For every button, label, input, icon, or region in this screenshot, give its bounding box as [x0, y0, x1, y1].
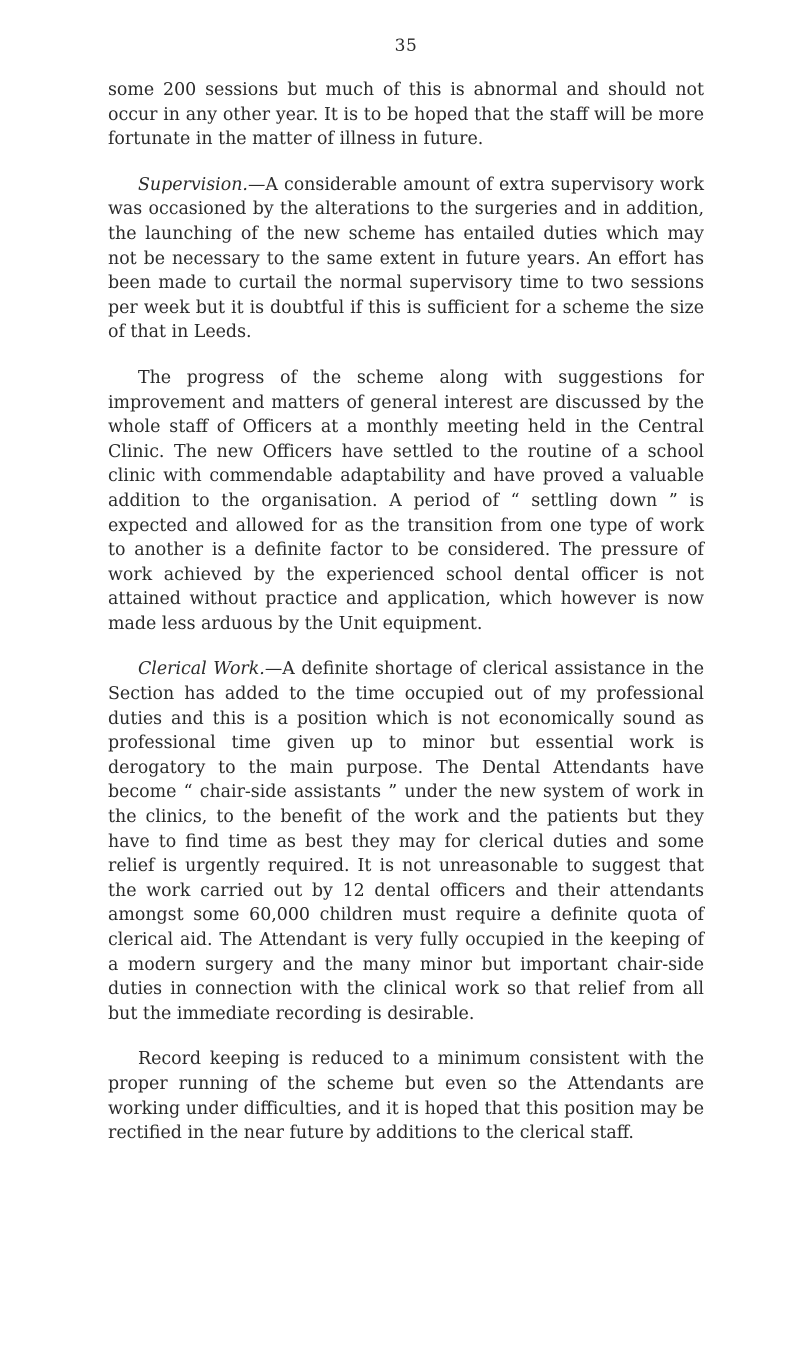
paragraph-text: —A considerable amount of extra supervisory work was occasioned by the alterations to the surgeries and in addition, the launching of the new scheme has entailed duties which may not be necessary to the same extent in future years. An effort has been made to curtail the normal supervisory time to two sessions per week but it is doubtful if this is sufficient for a scheme the size of that in Leeds. — [108, 174, 704, 343]
paragraph-supervision — [108, 173, 704, 345]
paragraph-progress — [108, 366, 704, 637]
paragraph-clerical-work — [108, 657, 704, 1026]
document-page — [108, 36, 704, 1167]
paragraph-text: —A definite shortage of clerical assistance in the Section has added to the time occupied out of my professional duties and this is a position which is not economically sound as professional time given up to minor but essential work is derogatory to the main purpose. The Dental Attendants have become “ chair-side assistants ” under the new system of work in the clinics, to the benefit of the work and the patients but they have to find time as best they may for clerical duties and some relief is urgently required. It is not unreasonable to suggest that the work carried out by 12 dental officers and their attendants amongst some 60,000 children must require a definite quota of clerical aid. The Attendant is very fully occupied in the keeping of a modern surgery and the many minor but important chair-side duties in connection with the clinical work so that relief from all but the immediate recording is desirable. — [108, 659, 704, 1024]
section-heading-clerical-work: Clerical Work. — [138, 659, 265, 680]
paragraph-text: Record keeping is reduced to a minimum consistent with the proper running of the scheme but even so the Attendants are working under difficulties, and it is hoped that this position may be rectified in the near future by additions to the clerical staff. — [108, 1049, 704, 1144]
paragraph-text: The progress of the scheme along with suggestions for improvement and matters of general interest are discussed by the whole staff of Officers at a monthly meeting held in the Central Clinic. The new Officers have settled to the routine of a school clinic with commendable adaptability and have proved a valuable addition to the organisation. A period of “ settling down ” is expected and allowed for as the transition from one type of work to another is a definite factor to be considered. The pressure of work achieved by the experienced school dental officer is not attained without practice and application, which however is now made less arduous by the Unit equipment. — [108, 367, 704, 634]
section-heading-supervision: Supervision. — [138, 174, 248, 195]
paragraph-text: some 200 sessions but much of this is abnormal and should not occur in any other year. It is to be hoped that the staff will be more fortunate in the matter of illness in future. — [108, 80, 704, 150]
page-number: 35 — [394, 36, 418, 56]
paragraph-record-keeping — [108, 1047, 704, 1145]
paragraph-illness — [108, 78, 704, 152]
